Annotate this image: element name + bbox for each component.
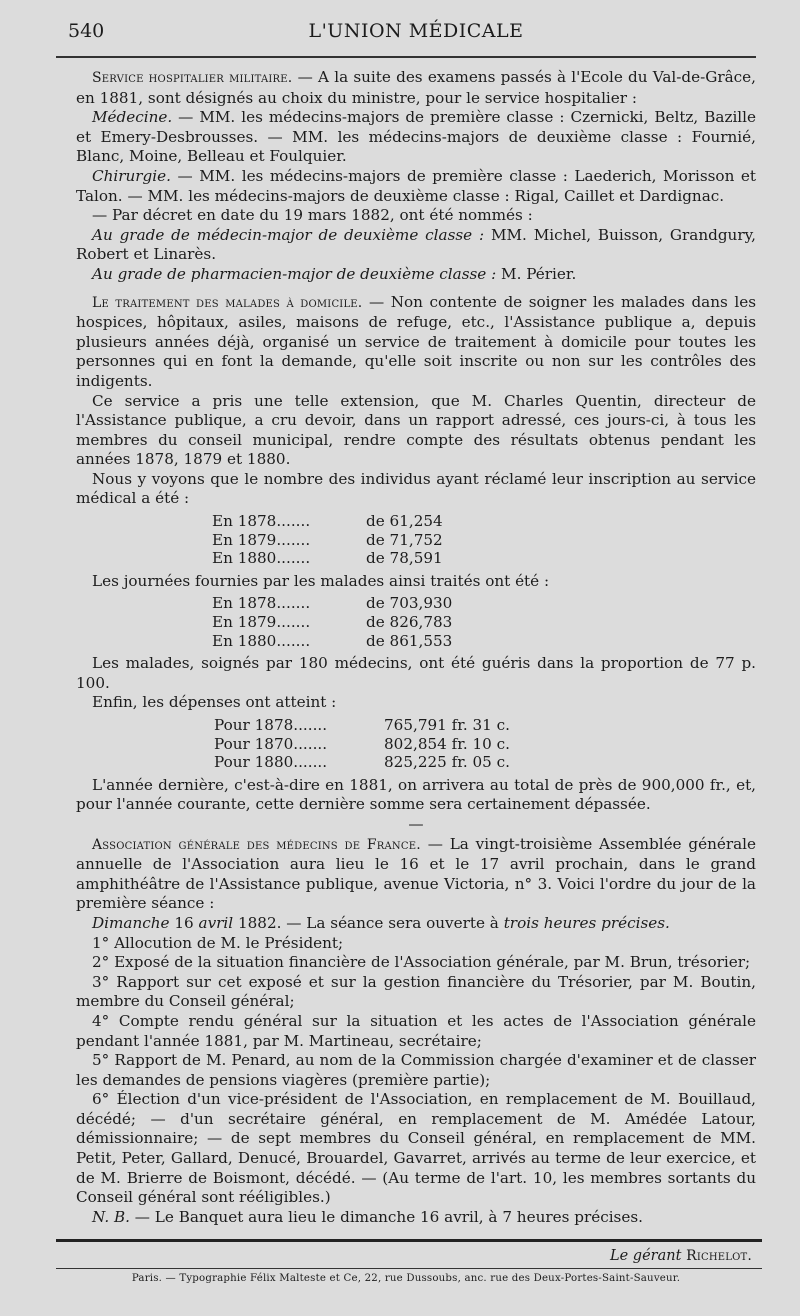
chirurgie-paragraph (76, 167, 756, 206)
date-number: 16 (169, 913, 199, 932)
date-day: Dimanche (92, 913, 170, 932)
gerant-signature (76, 1248, 752, 1264)
row-value: de 703,930 (366, 594, 453, 613)
running-head (68, 14, 756, 50)
journal-title: L'UNION MÉDICALE (308, 20, 524, 42)
row-value: 765,791 fr. 31 c. (384, 716, 510, 734)
military-intro-text: — A la suite des examens passés à l'Ecole du Val-de-Grâce, en 1881, sont désignés au choix du ministre, pour le service hospitalier : (76, 68, 756, 107)
table-row (212, 613, 452, 632)
medecine-text: — MM. les médecins-majors de première classe : Czernicki, Beltz, Bazille et Emery-Desbrousses. — MM. les médecins-majors de deuxième classe : Fournié, Blanc, Moine, Belleau et Foulquier. (76, 108, 756, 166)
header-rule (56, 56, 756, 58)
signature-rule (56, 1239, 762, 1242)
table-row (214, 716, 510, 735)
row-value: de 826,783 (366, 613, 453, 632)
section-title-association: Association générale des médecins de France. (92, 836, 421, 853)
table-row (212, 512, 443, 531)
gerant-name: Richelot. (681, 1248, 752, 1265)
date-year: 1882. — La séance sera ouverte à (233, 913, 504, 932)
chirurgie-text: — MM. les médecins-majors de première classe : Laederich, Morisson et Talon. — MM. les médecins-majors de deuxième classe : Rigal, Caillet et Dardignac. (76, 166, 756, 205)
page-number: 540 (68, 20, 105, 42)
nota-bene (76, 1208, 756, 1228)
journees-table (212, 594, 452, 650)
nb-text: — Le Banquet aura lieu le dimanche 16 avril, à 7 heures précises. (129, 1207, 643, 1226)
article-body (76, 68, 756, 1227)
table-row (212, 531, 443, 550)
medecin-grade-paragraph (76, 226, 756, 265)
row-value: 802,854 fr. 10 c. (384, 734, 510, 753)
agenda-item: 2° Exposé de la situation financière de l'Association générale, par M. Brun, trésorier; (92, 953, 751, 972)
row-label: Pour 1880....... (214, 753, 328, 772)
medecin-grade: Au grade de médecin-major de deuxième classe : (92, 225, 485, 244)
agenda-item: 3° Rapport sur cet exposé et sur la gestion financière du Trésorier, par M. Boutin, membre du Conseil général; (76, 972, 756, 1011)
section-title-military: Service hospitalier militaire. (92, 70, 293, 86)
agenda-item: 4° Compte rendu général sur la situation et les actes de l'Association générale pendant l'année 1881, par M. Martineau, secrétaire; (76, 1011, 756, 1050)
association-intro-text: — La vingt-troisième Assemblée générale annuelle de l'Association aura lieu le 16 et le 17 avril prochain, dans le grand amphithéâtre de l'Assistance publique, avenue Victoria, n° 3. Voici l'ordre du jour de la première séance : (76, 834, 756, 913)
journees-intro: Les journées fournies par les malades ainsi traités ont été : (92, 571, 550, 590)
association-intro (76, 835, 756, 914)
pharmacien-grade: Au grade de pharmacien-major de deuxième classe : (92, 264, 497, 283)
agenda-item: 6° Élection d'un vice-président de l'Association, en remplacement de M. Bouillaud, décédé; — d'un secrétaire général, en remplacement de M. Amédée Latour, démissionnaire; — de sept membres du Conseil général, en remplacement de MM. Petit, Peter, Gallard, Denucé, Brouardel, Gavarret, arrivés au terme de leur exercice, et de M. Brierre de Boismont, décédé. — (Au terme de l'art. 10, les membres sortants du Conseil général sont rééligibles.) (76, 1090, 756, 1207)
imprint-rule (56, 1268, 762, 1269)
medecine-label: Médecine. (92, 108, 173, 127)
military-intro (76, 68, 756, 108)
traitement-paragraph-1 (76, 293, 756, 392)
paper-shading (0, 1256, 800, 1316)
pharmacien-grade-paragraph (76, 265, 756, 285)
inscriptions-table (212, 512, 443, 568)
row-value: 825,225 fr. 05 c. (384, 753, 510, 772)
agenda-item: 1° Allocution de M. le Président; (92, 933, 344, 952)
traitement-paragraph-2: Ce service a pris une telle extension, que M. Charles Quentin, directeur de l'Assistance publique, a cru devoir, dans un rapport adressé, ces jours-ci, à tous les membres du conseil municipal, rendre compte des résultats obtenus pendant les années 1878, 1879 et 1880. (76, 391, 756, 469)
chirurgie-label: Chirurgie. (92, 166, 171, 185)
table-row (212, 632, 452, 651)
section-separator: — (408, 814, 424, 833)
table-row (212, 594, 452, 613)
date-month: avril (198, 913, 234, 932)
table-row (214, 735, 510, 754)
row-label: En 1878....... (212, 512, 311, 531)
row-label: Pour 1870....... (214, 734, 328, 753)
row-value: de 61,254 (366, 512, 443, 531)
depenses-intro: Enfin, les dépenses ont atteint : (92, 693, 337, 712)
date-time: trois heures précises. (503, 913, 670, 932)
traitement-paragraph-3: Nous y voyons que le nombre des individus ayant réclamé leur inscription au service médical a été : (76, 469, 756, 508)
decree-line: — Par décret en date du 19 mars 1882, ont été nommés : (92, 206, 533, 225)
row-value: de 861,553 (366, 631, 453, 650)
gueris-line: Les malades, soignés par 180 médecins, ont été guéris dans la proportion de 77 p. 100. (76, 654, 756, 692)
row-label: En 1880....... (212, 631, 311, 650)
table-row (214, 753, 510, 772)
row-value: de 78,591 (366, 549, 443, 568)
gerant-label: Le gérant (609, 1248, 682, 1265)
traitement-p1: — Non contente de soigner les malades dans les hospices, hôpitaux, asiles, maisons de refuge, etc., l'Assistance publique a, depuis plusieurs années déjà, organisé un service de traitement à domicile pour toutes les personnes qui en font la demande, qu'elle soit inscrite ou non sur les contrôles des indigents. (76, 292, 756, 390)
pharmacien-names: M. Périer. (496, 264, 577, 283)
row-value: de 71,752 (366, 530, 443, 549)
depenses-table (214, 716, 510, 772)
medecin-names: MM. Michel, Buisson, Grandgury, Robert et Linarès. (76, 225, 756, 264)
row-label: En 1880....... (212, 549, 311, 568)
nb-label: N. B. (92, 1207, 130, 1226)
row-label: Pour 1878....... (214, 716, 328, 734)
row-label: En 1878....... (212, 594, 311, 613)
section-title-traitement: Le traitement des malades à domicile. (92, 294, 363, 311)
seance-date (76, 914, 756, 934)
traitement-conclusion: L'année dernière, c'est-à-dire en 1881, on arrivera au total de près de 900,000 fr., et, pour l'année courante, cette dernière somme sera certainement dépassée. (76, 775, 756, 814)
row-label: En 1879....... (212, 613, 311, 632)
printer-imprint: Paris. — Typographie Félix Malteste et Ce, 22, rue Dussoubs, anc. rue des Deux-Portes-Saint-Sauveur. (131, 1273, 681, 1285)
medecine-paragraph (76, 108, 756, 167)
table-row (212, 549, 443, 568)
row-label: En 1879....... (212, 530, 311, 549)
agenda-item: 5° Rapport de M. Penard, au nom de la Commission chargée d'examiner et de classer les demandes de pensions viagères (première partie); (76, 1051, 756, 1089)
